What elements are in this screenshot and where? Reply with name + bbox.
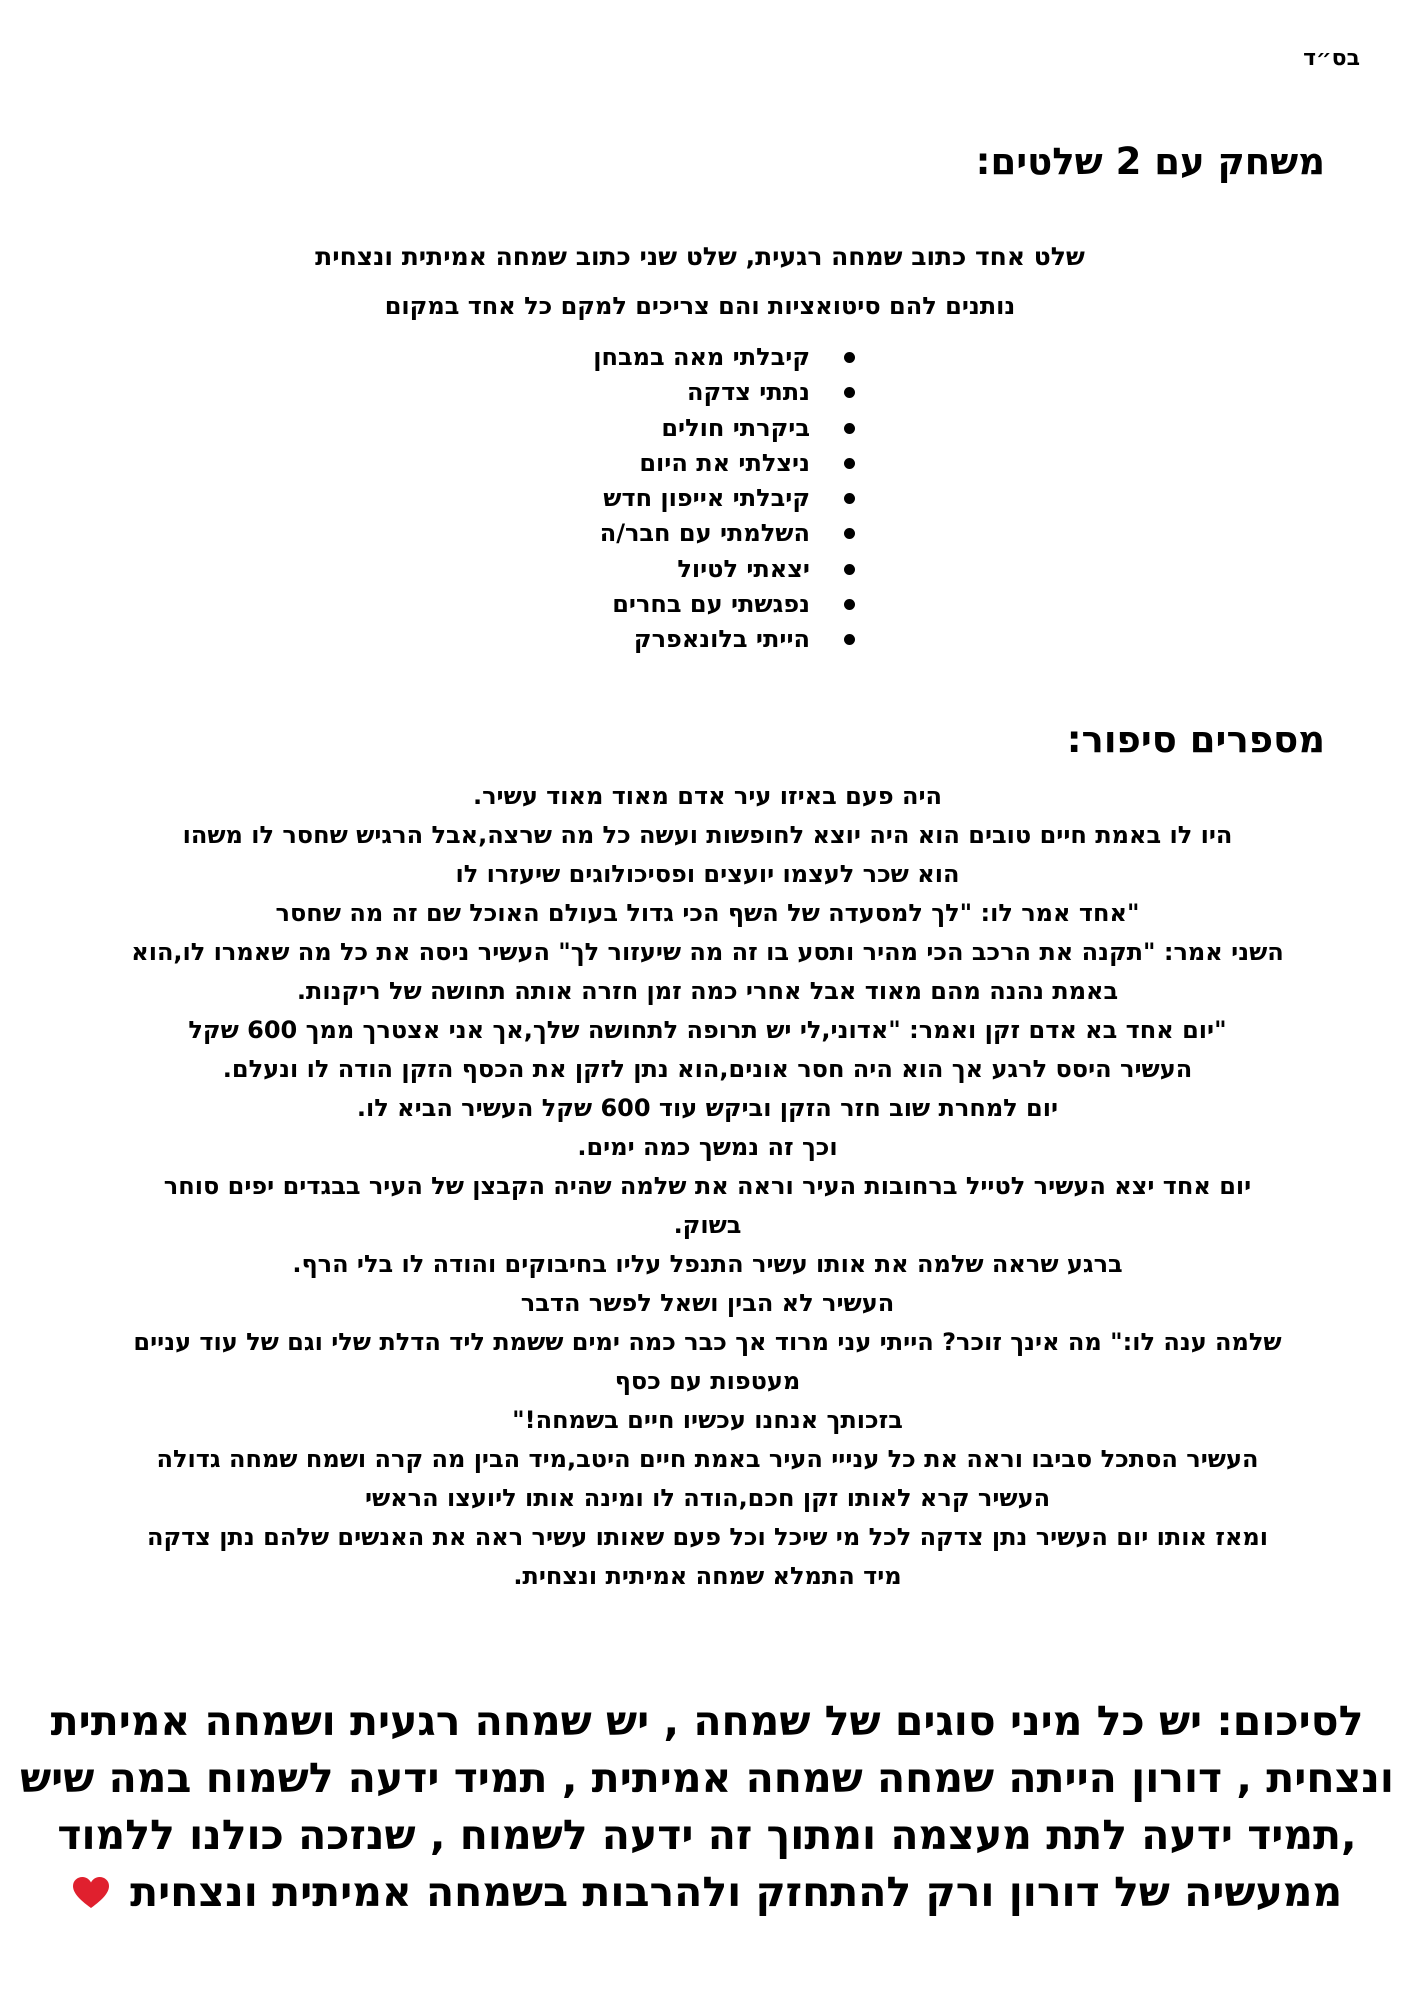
header-mark: בס״ד [1303, 46, 1360, 71]
story-line: היו לו באמת חיים טובים הוא היה יוצא לחופשות ועשה כל מה שרצה,אבל הרגיש שחסר לו משהו [182, 821, 1233, 849]
list-item-text: קיבלתי מאה במבחן [593, 343, 810, 371]
story-line: יום למחרת שוב חזר הזקן וביקש עוד 600 שקל העשיר הביא לו. [356, 1094, 1059, 1122]
bullet-icon [844, 634, 855, 645]
story-line: העשיר לא הבין ושאל לפשר הדבר [520, 1289, 895, 1317]
bullet-icon [844, 599, 855, 610]
bullet-icon [844, 458, 855, 469]
list-item-text: הייתי בלונאפרק [633, 625, 810, 654]
story-line: "אחד אמר לו: "לך למסעדה של השף הכי גדול בעולם האוכל שם זה מה שחסר [275, 899, 1140, 927]
story-line: הוא שכר לעצמו יועצים ופסיכולוגים שיעזרו לו [455, 860, 960, 888]
list-item [555, 411, 855, 446]
story-line: העשיר היסס לרגע אך הוא היה חסר אונים,הוא נתן לזקן את הכסף הזקן הודה לו ונעלם. [222, 1055, 1193, 1083]
summary-paragraph [18, 1693, 1396, 1921]
bullet-icon [844, 564, 855, 575]
list-item [555, 375, 855, 410]
bullet-icon [844, 493, 855, 504]
game-description-line-2: נותנים להם סיטואציות והם צריכים למקם כל אחד במקום [384, 292, 1016, 320]
summary-text: לסיכום: יש כל מיני סוגים של שמחה , יש שמחה רגעית ושמחה אמיתית ונצחית , דורון הייתה שמחה שמחה אמיתית , תמיד ידעה לשמוח במה שיש ,תמיד ידעה לתת מעצמה ומתוך זה ידעה לשמוח , שנזכה כולנו ללמוד ממעשיה של דורון ורק להתחזק ולהרבות בשמחה אמיתית ונצחית [20, 1697, 1394, 1916]
story-line: מעטפות עם כסף [614, 1367, 801, 1395]
list-item-text: יצאתי לטיול [677, 554, 810, 583]
list-item-text: השלמתי עם חבר/ה [599, 519, 810, 548]
list-item-text: נפגשתי עם בחרים [612, 590, 810, 619]
game-section-title: משחק עם 2 שלטים: [975, 140, 1325, 183]
list-item-text: קיבלתי אייפון חדש [603, 484, 810, 513]
list-item [555, 516, 855, 551]
story-line: ברגע שראה שלמה את אותו עשיר התנפל עליו בחיבוקים והודה לו בלי הרף. [292, 1250, 1123, 1278]
bullet-icon [844, 528, 855, 539]
story-line: בשוק. [673, 1211, 742, 1239]
story-body [70, 777, 1345, 1596]
list-item [555, 552, 855, 587]
story-line: יום אחד יצא העשיר לטייל ברחובות העיר וראה את שלמה שהיה הקבצן של העיר בבגדים יפים סוחר [163, 1172, 1252, 1200]
story-section-title: מספרים סיפור: [1066, 718, 1325, 761]
bullet-icon [844, 352, 855, 363]
story-line: העשיר קרא לאותו זקן חכם,הודה לו ומינה אותו ליועצו הראשי [364, 1484, 1051, 1512]
list-item [555, 622, 855, 657]
story-line: השני אמר: "תקנה את הרכב הכי מהיר ותסע בו זה מה שיעזור לך" העשיר ניסה את כל מה שאמרו לו,הוא [131, 938, 1284, 966]
situations-list [555, 340, 855, 658]
story-line: "יום אחד בא אדם זקן ואמר: "אדוני,לי יש תרופה לתחושה שלך,אך אני אצטרך ממך 600 שקל [188, 1016, 1227, 1044]
story-line: מיד התמלא שמחה אמיתית ונצחית. [513, 1562, 902, 1590]
bullet-icon [844, 387, 855, 398]
story-line: ומאז אותו יום העשיר נתן צדקה לכל מי שיכל וכל פעם שאותו עשיר ראה את האנשים שלהם נתן צדקה [146, 1523, 1269, 1551]
list-item [555, 446, 855, 481]
list-item [555, 481, 855, 516]
story-line: בזכותך אנחנו עכשיו חיים בשמחה!" [512, 1406, 903, 1434]
bullet-icon [844, 423, 855, 434]
list-item-text: ביקרתי חולים [661, 413, 810, 442]
story-line: העשיר הסתכל סביבו וראה את כל ענייי העיר באמת חיים היטב,מיד הבין מה קרה ושמח שמחה גדולה [156, 1445, 1259, 1473]
list-item-text: ניצלתי את היום [639, 448, 810, 477]
story-line: היה פעם באיזו עיר אדם מאוד מאוד עשיר. [472, 782, 943, 810]
story-line: שלמה ענה לו:" מה אינך זוכר? הייתי עני מרוד אך כבר כמה ימים ששמת ליד הדלת שלי וגם של עוד עניים [133, 1328, 1282, 1356]
list-item-text: נתתי צדקה [686, 378, 810, 407]
red-heart-icon [72, 1876, 110, 1910]
list-item [555, 587, 855, 622]
list-item [555, 340, 855, 375]
game-description-line-1: שלט אחד כתוב שמחה רגעית, שלט שני כתוב שמחה אמיתית ונצחית [315, 242, 1085, 271]
story-line: וכך זה נמשך כמה ימים. [577, 1133, 838, 1161]
story-line: באמת נהנה מהם מאוד אבל אחרי כמה זמן חזרה אותה תחושה של ריקנות. [296, 977, 1119, 1005]
